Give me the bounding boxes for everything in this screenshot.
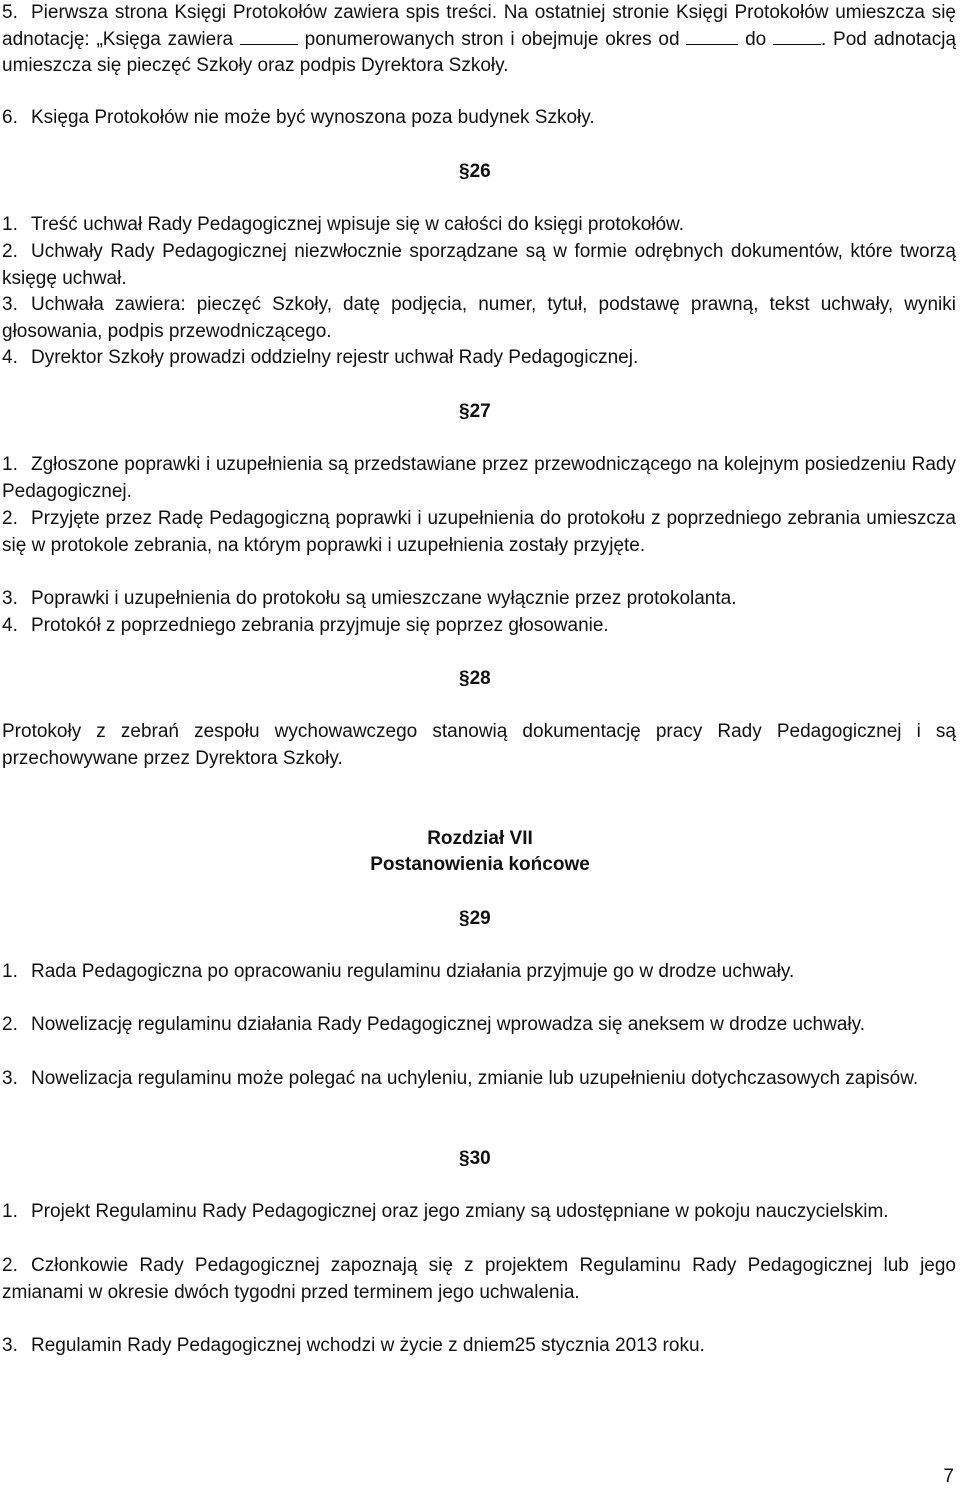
list-item	[2, 452, 956, 505]
item-number: 3.	[2, 588, 18, 609]
item-number: 3.	[2, 1068, 18, 1089]
item-number: 1.	[2, 454, 18, 475]
list-item	[2, 1066, 956, 1093]
item-text: ponumerowanych stron i obejmuje okres od	[304, 28, 680, 50]
blank-line	[240, 29, 298, 45]
chapter-title: Rozdział VII	[427, 828, 533, 849]
item-text: Protokół z poprzedniego zebrania przyjmuje się poprzez głosowanie.	[31, 615, 609, 636]
item-text: Projekt Regulaminu Rady Pedagogicznej oraz jego zmiany są udostępniane w pokoju nauczycielskim.	[31, 1201, 889, 1222]
item-text: Poprawki i uzupełnienia do protokołu są umieszczane wyłącznie przez protokolanta.	[31, 588, 737, 609]
list-item	[2, 345, 956, 372]
section-heading: §28	[459, 668, 491, 689]
blank-line	[773, 29, 821, 45]
item-text: Zgłoszone poprawki i uzupełnienia są przedstawiane przez przewodniczącego na kolejnym posiedzeniu Rady Pedagogicznej.	[2, 454, 956, 502]
item-text: Nowelizacja regulaminu może polegać na uchyleniu, zmianie lub uzupełnieniu dotychczasowych zapisów.	[31, 1068, 919, 1089]
item-text: Pierwsza strona Księgi Protokołów zawiera spis treści. Na ostatniej stronie Księgi Protokołów umieszcza się adnotację: „Księga zawiera	[2, 2, 956, 50]
list-item	[2, 0, 956, 80]
item-number: 6.	[2, 107, 18, 128]
item-number: 4.	[2, 615, 18, 636]
list-item	[2, 959, 956, 986]
list-item	[2, 506, 956, 559]
paragraph: Protokoły z zebrań zespołu wychowawczego stanowią dokumentację pracy Rady Pedagogicznej i są przechowywane przez Dyrektora Szkoły.	[2, 721, 956, 769]
list-item	[2, 212, 956, 239]
item-text: do	[745, 28, 767, 50]
chapter-subtitle: Postanowienia końcowe	[370, 854, 590, 875]
item-number: 5.	[2, 2, 18, 23]
item-text: Członkowie Rady Pedagogicznej zapoznają się z projektem Regulaminu Rady Pedagogicznej lub jego zmianami w okresie dwóch tygodni przed terminem jego uchwalenia.	[2, 1255, 956, 1303]
blank-line	[686, 29, 738, 45]
item-number: 2.	[2, 508, 18, 529]
item-text: Treść uchwał Rady Pedagogicznej wpisuje się w całości do księgi protokołów.	[31, 214, 685, 235]
page-number: 7	[943, 1466, 954, 1487]
item-text: Nowelizację regulaminu działania Rady Pedagogicznej wprowadza się aneksem w drodze uchwały.	[31, 1014, 865, 1035]
list-item	[2, 613, 956, 640]
item-number: 1.	[2, 961, 18, 982]
list-item	[2, 1199, 956, 1226]
item-text: Rada Pedagogiczna po opracowaniu regulaminu działania przyjmuje go w drodze uchwały.	[31, 961, 795, 982]
item-number: 2.	[2, 1255, 18, 1276]
item-number: 1.	[2, 214, 18, 235]
list-item	[2, 1253, 956, 1306]
item-text: Przyjęte przez Radę Pedagogiczną poprawki i uzupełnienia do protokołu z poprzedniego zebrania umieszcza się w protokole zebrania, na którym poprawki i uzupełnienia zostały przyjęte.	[2, 508, 956, 556]
item-number: 4.	[2, 347, 18, 368]
item-text: Uchwały Rady Pedagogicznej niezwłocznie sporządzane są w formie odrębnych dokumentów, które tworzą księgę uchwał.	[2, 241, 956, 289]
item-number: 3.	[2, 1335, 18, 1356]
list-item	[2, 292, 956, 345]
section-heading: §26	[459, 161, 491, 182]
list-item	[2, 586, 956, 613]
section-heading: §30	[459, 1148, 491, 1169]
item-text: Księga Protokołów nie może być wynoszona poza budynek Szkoły.	[31, 107, 595, 128]
item-number: 1.	[2, 1201, 18, 1222]
item-number: 2.	[2, 241, 18, 262]
item-text: Dyrektor Szkoły prowadzi oddzielny rejestr uchwał Rady Pedagogicznej.	[31, 347, 639, 368]
item-text: Uchwała zawiera: pieczęć Szkoły, datę podjęcia, numer, tytuł, podstawę prawną, tekst uchwały, wyniki głosowania, podpis przewodniczącego.	[2, 294, 956, 342]
section-heading: §27	[459, 401, 491, 422]
list-item	[2, 1012, 956, 1039]
item-number: 3.	[2, 294, 18, 315]
list-item	[2, 1333, 956, 1360]
section-heading: §29	[459, 908, 491, 929]
list-item	[2, 105, 956, 132]
item-text: Regulamin Rady Pedagogicznej wchodzi w życie z dniem25 stycznia 2013 roku.	[31, 1335, 705, 1356]
item-text: . Pod adnotacją umieszcza się pieczęć Szkoły oraz podpis Dyrektora Szkoły.	[2, 28, 957, 76]
item-number: 2.	[2, 1014, 18, 1035]
list-item	[2, 239, 956, 292]
